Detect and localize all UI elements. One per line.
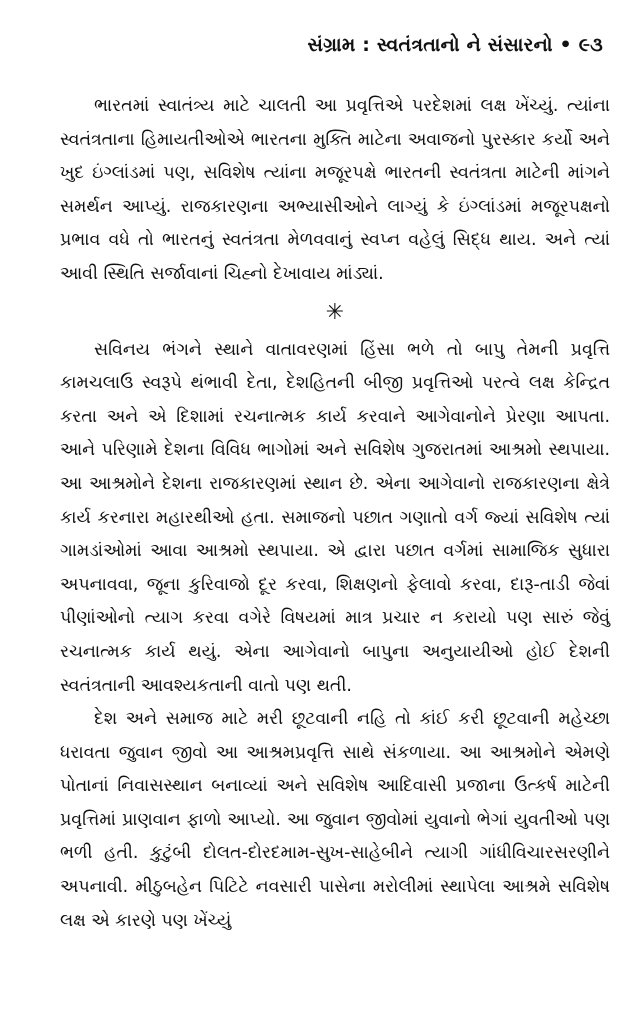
paragraph-2: સવિનય ભંગને સ્થાને વાતાવરણમાં હિંસા ભળે તો બાપુ તેમની પ્રવૃત્તિ કામચલાઉ સ્વરૂપે થંભાવી દેતા, દેશહિતની બીજી પ્રવૃત્તિઓ પરત્વે લક્ષ કેન્દ્રિત કરતા અને એ દિશામાં રચનાત્મક કાર્ય કરવાને આગેવાનોને પ્રેરણા આપતા. આને પરિણામે દેશના વિવિધ ભાગોમાં અને સવિશેષ ગુજરાતમાં આશ્રમો સ્થપાયા. આ આશ્રમોને દેશના રાજકારણમાં સ્થાન છે. એના આગેવાનો રાજકારણના ક્ષેત્રે કાર્ય કરનારા મહારથીઓ હતા. સમાજનો પછાત ગણાતો વર્ગ જ્યાં સવિશેષ ત્યાં ગામડાંઓમાં આવા આશ્રમો સ્થપાયા. એ દ્વારા પછાત વર્ગમાં સામાજિક સુધારા અપનાવવા, જૂના કુરિવાજો દૂર કરવા, શિક્ષણનો ફેલાવો કરવા, દારૂ-તાડી જેવાં પીણાંઓનો ત્યાગ કરવા વગેરે વિષયમાં માત્ર પ્રચાર ન કરાયો પણ સારું જેવું રચનાત્મક કાર્ય થયું. એના આગેવાનો બાપુના અનુયાયીઓ હોઈ દેશની સ્વતંત્રતાની આવશ્યકતાની વાતો પણ થતી. [60, 339, 610, 696]
paragraph-3: દેશ અને સમાજ માટે મરી છૂટવાની નહિ તો કાંઈ કરી છૂટવાની મહેચ્છા ધરાવતા જુવાન જીવો આ આશ્રમપ્રવૃત્તિ સાથે સંકળાયા. આ આશ્રમોને એમણે પોતાનાં નિવાસસ્થાન બનાવ્યાં અને સવિશેષ આદિવાસી પ્રજાના ઉત્કર્ષ માટેની પ્રવૃત્તિમાં પ્રાણવાન ફાળો આપ્યો. આ જુવાન જીવોમાં યુવાનો ભેગાં યુવતીઓ પણ ભળી હતી. કુટુંબી દોલત-દોરદમામ-સુખ-સાહેબીને ત્યાગી ગાંધીવિચારસરણીને અપનાવી. મીઠુબહેન પિટિટે નવસારી પાસેના મરોલીમાં સ્થાપેલા આશ્રમે સવિશેષ લક્ષ એ કારણે પણ ખેંચ્યું [60, 709, 610, 931]
page-body [60, 90, 610, 938]
section-divider-asterisk: ✳ [325, 299, 345, 325]
paragraph-1: ભારતમાં સ્વાતંત્ર્ય માટે ચાલતી આ પ્રવૃત્તિએ પરદેશમાં લક્ષ ખેંચ્યું. ત્યાંના સ્વતંત્રતાના હિમાયતીઓએ ભારતના મુક્તિ માટેના અવાજનો પુરસ્કાર કર્યો અને ખુદ ઇંગ્લાંડમાં પણ, સવિશેષ ત્યાંના મજૂરપક્ષે ભારતની સ્વતંત્રતા માટેની માંગને સમર્થન આપ્યું. રાજકારણના અભ્યાસીઓને લાગ્યું કે ઇંગ્લાંડમાં મજૂરપક્ષનો પ્રભાવ વધે તો ભારતનું સ્વતંત્રતા મેળવવાનું સ્વપ્ન વહેલું સિદ્ધ થાય. અને ત્યાં આવી સ્થિતિ સર્જાવાનાં ચિહ્નો દેખાવાય માંડ્યાં. [60, 96, 610, 284]
running-head: સંગ્રામ : સ્વતંત્રતાનો ને સંસારનો • ૯૩ [307, 34, 603, 56]
